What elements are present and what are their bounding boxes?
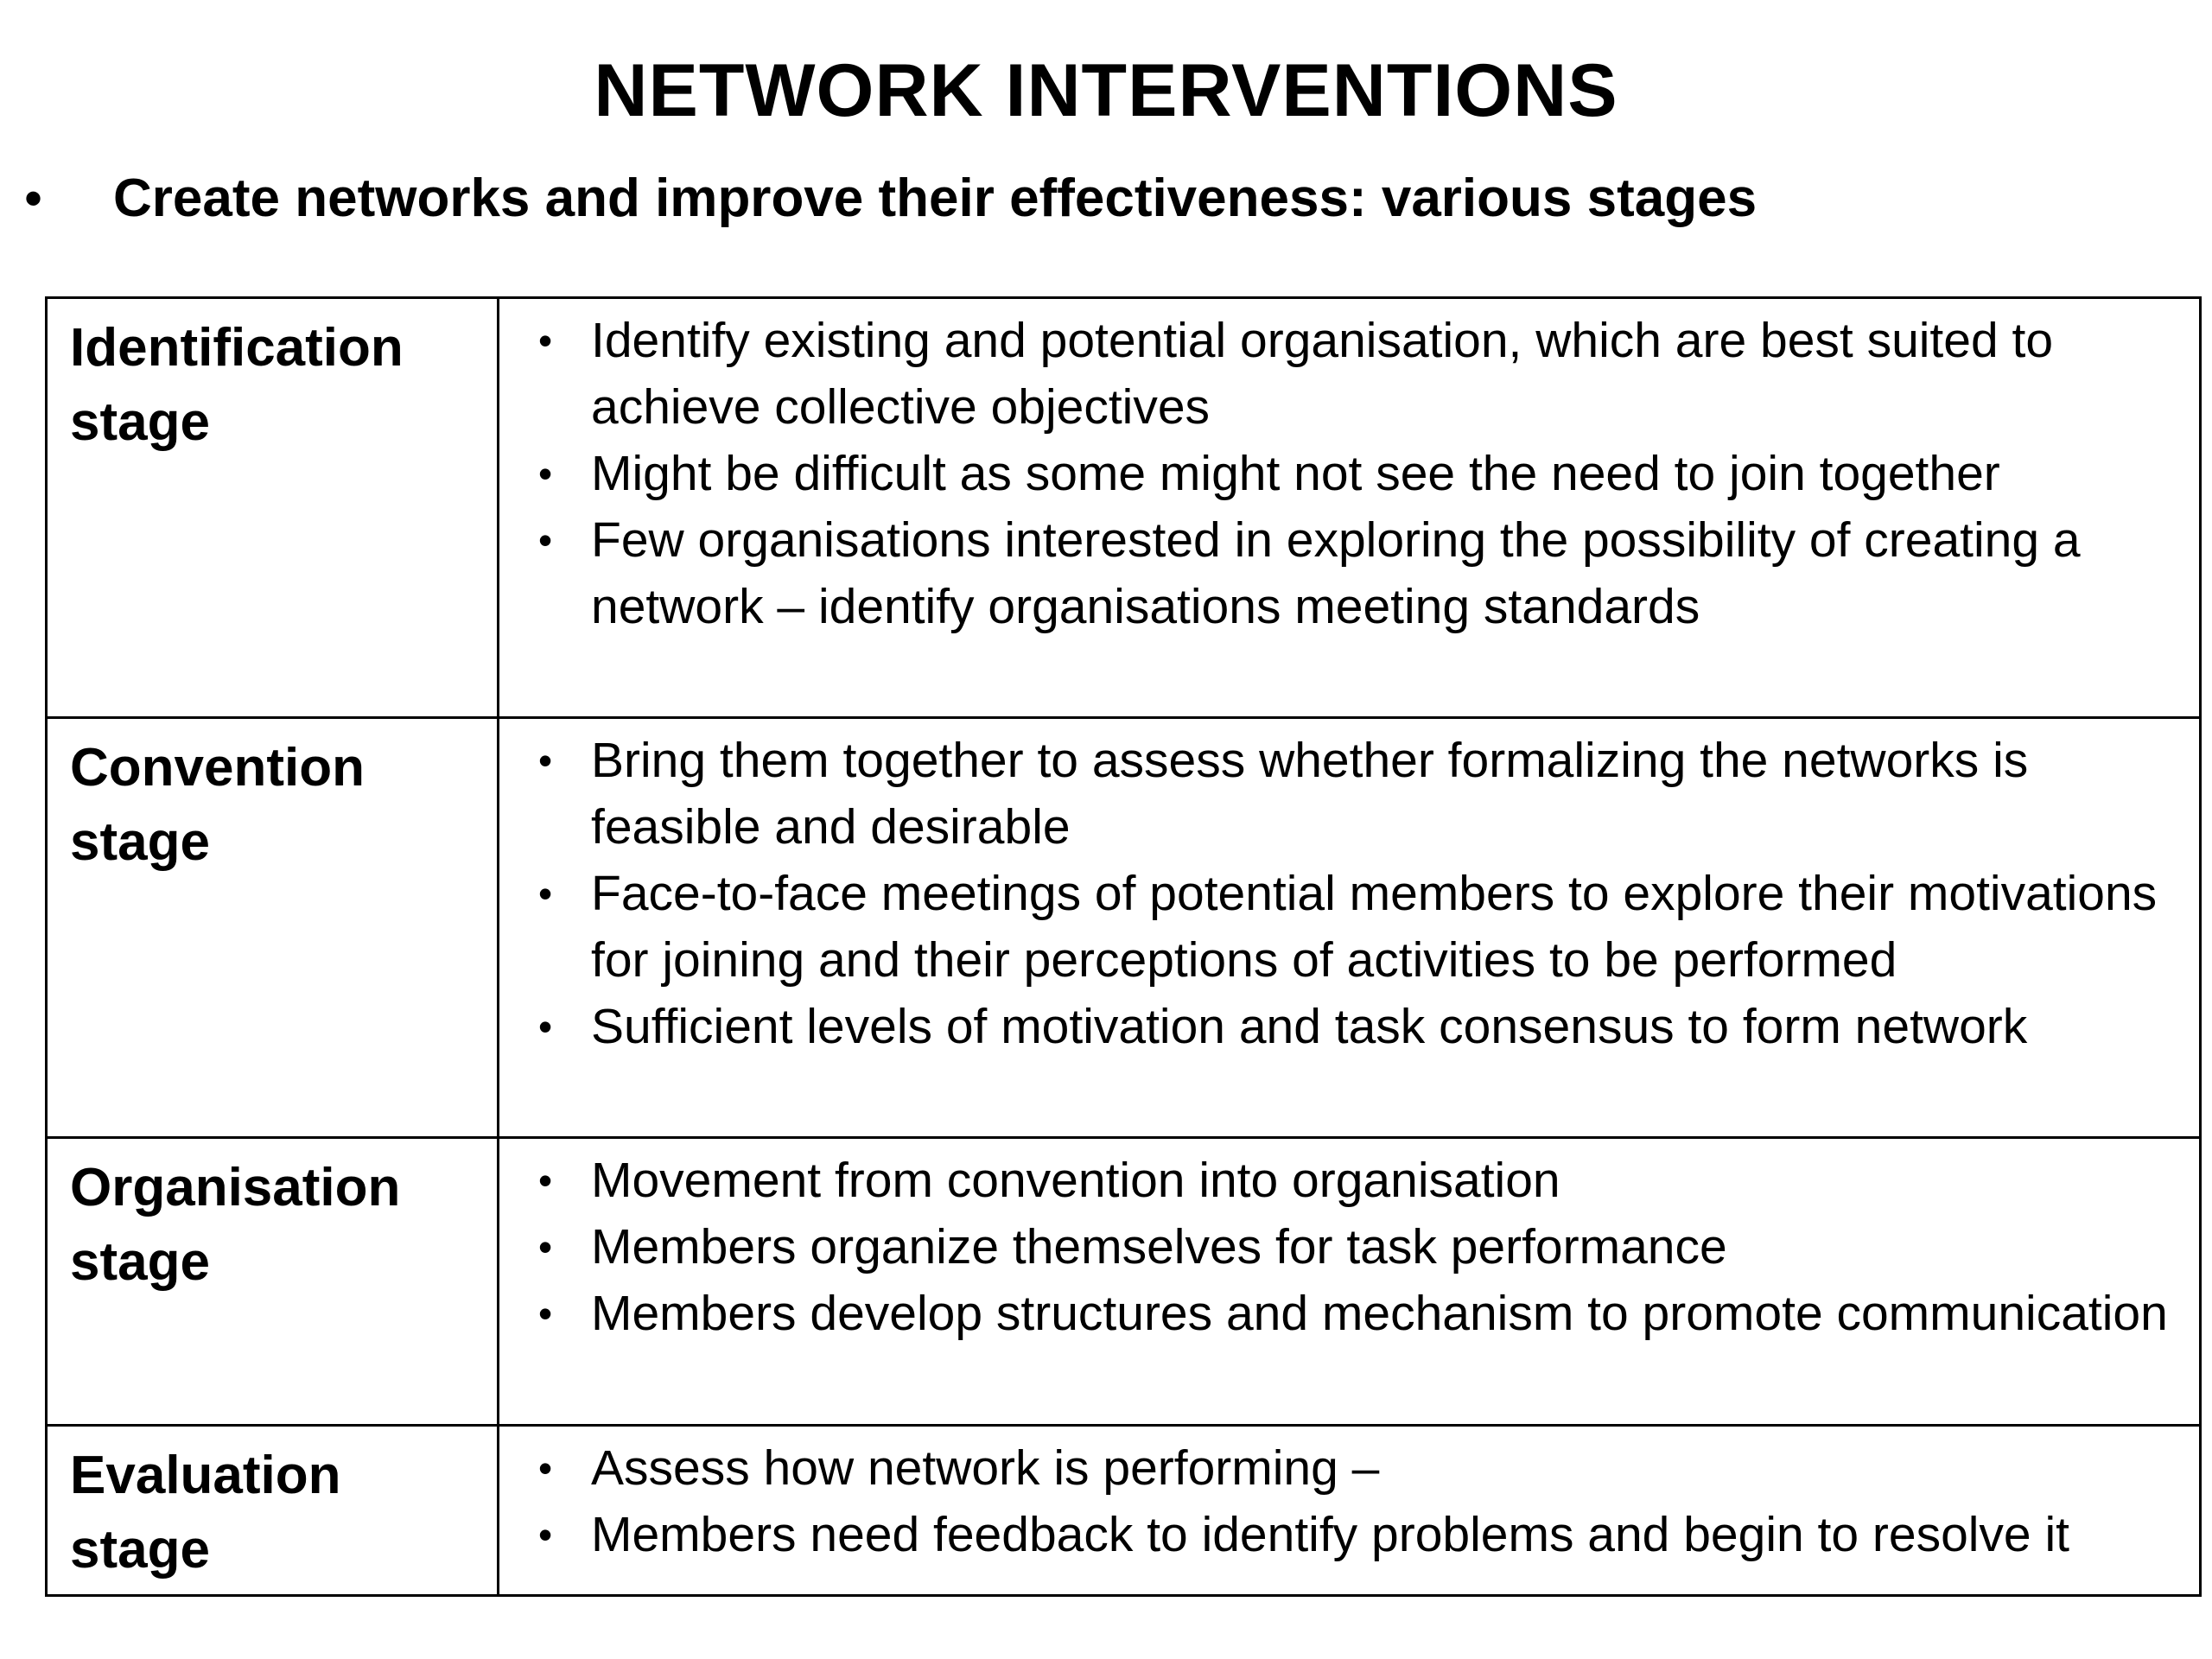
bullet-icon: • — [537, 318, 553, 363]
stage-label-evaluation: Evaluation stage — [70, 1446, 341, 1580]
list-item — [499, 1214, 2173, 1281]
bullet-icon: • — [537, 1291, 553, 1336]
list-item — [499, 1435, 2173, 1502]
list-item — [499, 308, 2173, 441]
point-text: Assess how network is performing – — [591, 1440, 1380, 1496]
table-row-identification — [47, 298, 2201, 718]
list-item — [499, 441, 2173, 507]
point-text: Members develop structures and mechanism to promote communication — [591, 1286, 2168, 1341]
point-text: Members organize themselves for task performance — [591, 1219, 1727, 1274]
list-item — [499, 1147, 2173, 1214]
bullet-icon: • — [537, 871, 553, 916]
list-item — [499, 507, 2173, 640]
point-text: Few organisations interested in exploring the possibility of creating a network – identify organisations meeting standards — [591, 512, 2081, 634]
stages-table — [45, 296, 2202, 1597]
bullet-icon: • — [537, 1158, 553, 1203]
list-item — [499, 861, 2173, 994]
points-list-identification — [499, 299, 2199, 640]
bullet-icon: • — [537, 1004, 553, 1049]
bullet-icon: • — [537, 1446, 553, 1491]
points-cell — [499, 1138, 2201, 1426]
subtitle-text: Create networks and improve their effectiveness: various stages — [113, 168, 1758, 228]
bullet-icon: • — [537, 1224, 553, 1269]
slide-title: NETWORK INTERVENTIONS — [594, 49, 1618, 132]
points-list-organisation — [499, 1139, 2199, 1347]
point-text: Might be difficult as some might not see the need to join together — [591, 446, 2000, 501]
subtitle-bullet: • — [24, 169, 43, 227]
point-text: Members need feedback to identify problems and begin to resolve it — [591, 1507, 2069, 1562]
point-text: Movement from convention into organisation — [591, 1153, 1560, 1208]
point-text: Identify existing and potential organisation, which are best suited to achieve collective objectives — [591, 313, 2054, 435]
subtitle-row — [17, 160, 1757, 238]
stage-cell — [47, 298, 499, 718]
table-row-evaluation — [47, 1426, 2201, 1596]
list-item — [499, 1502, 2173, 1568]
bullet-icon: • — [537, 518, 553, 563]
table-row-organisation — [47, 1138, 2201, 1426]
list-item — [499, 994, 2173, 1060]
points-cell — [499, 1426, 2201, 1596]
points-cell — [499, 298, 2201, 718]
point-text: Sufficient levels of motivation and task consensus to form network — [591, 999, 2028, 1054]
stage-label-organisation: Organisation stage — [70, 1158, 401, 1292]
stage-label-convention: Convention stage — [70, 738, 365, 872]
stage-cell — [47, 718, 499, 1138]
table-row-convention — [47, 718, 2201, 1138]
bullet-icon: • — [537, 738, 553, 783]
point-text: Bring them together to assess whether formalizing the networks is feasible and desirable — [591, 733, 2029, 855]
stage-label-identification: Identification stage — [70, 318, 404, 452]
stage-cell — [47, 1426, 499, 1596]
list-item — [499, 1281, 2173, 1347]
stage-cell — [47, 1138, 499, 1426]
bullet-icon: • — [537, 451, 553, 496]
points-cell — [499, 718, 2201, 1138]
list-item — [499, 728, 2173, 861]
points-list-convention — [499, 719, 2199, 1060]
points-list-evaluation — [499, 1427, 2199, 1568]
point-text: Face-to-face meetings of potential members to explore their motivations for joining and their perceptions of activities to be performed — [591, 866, 2158, 988]
bullet-icon: • — [537, 1512, 553, 1557]
